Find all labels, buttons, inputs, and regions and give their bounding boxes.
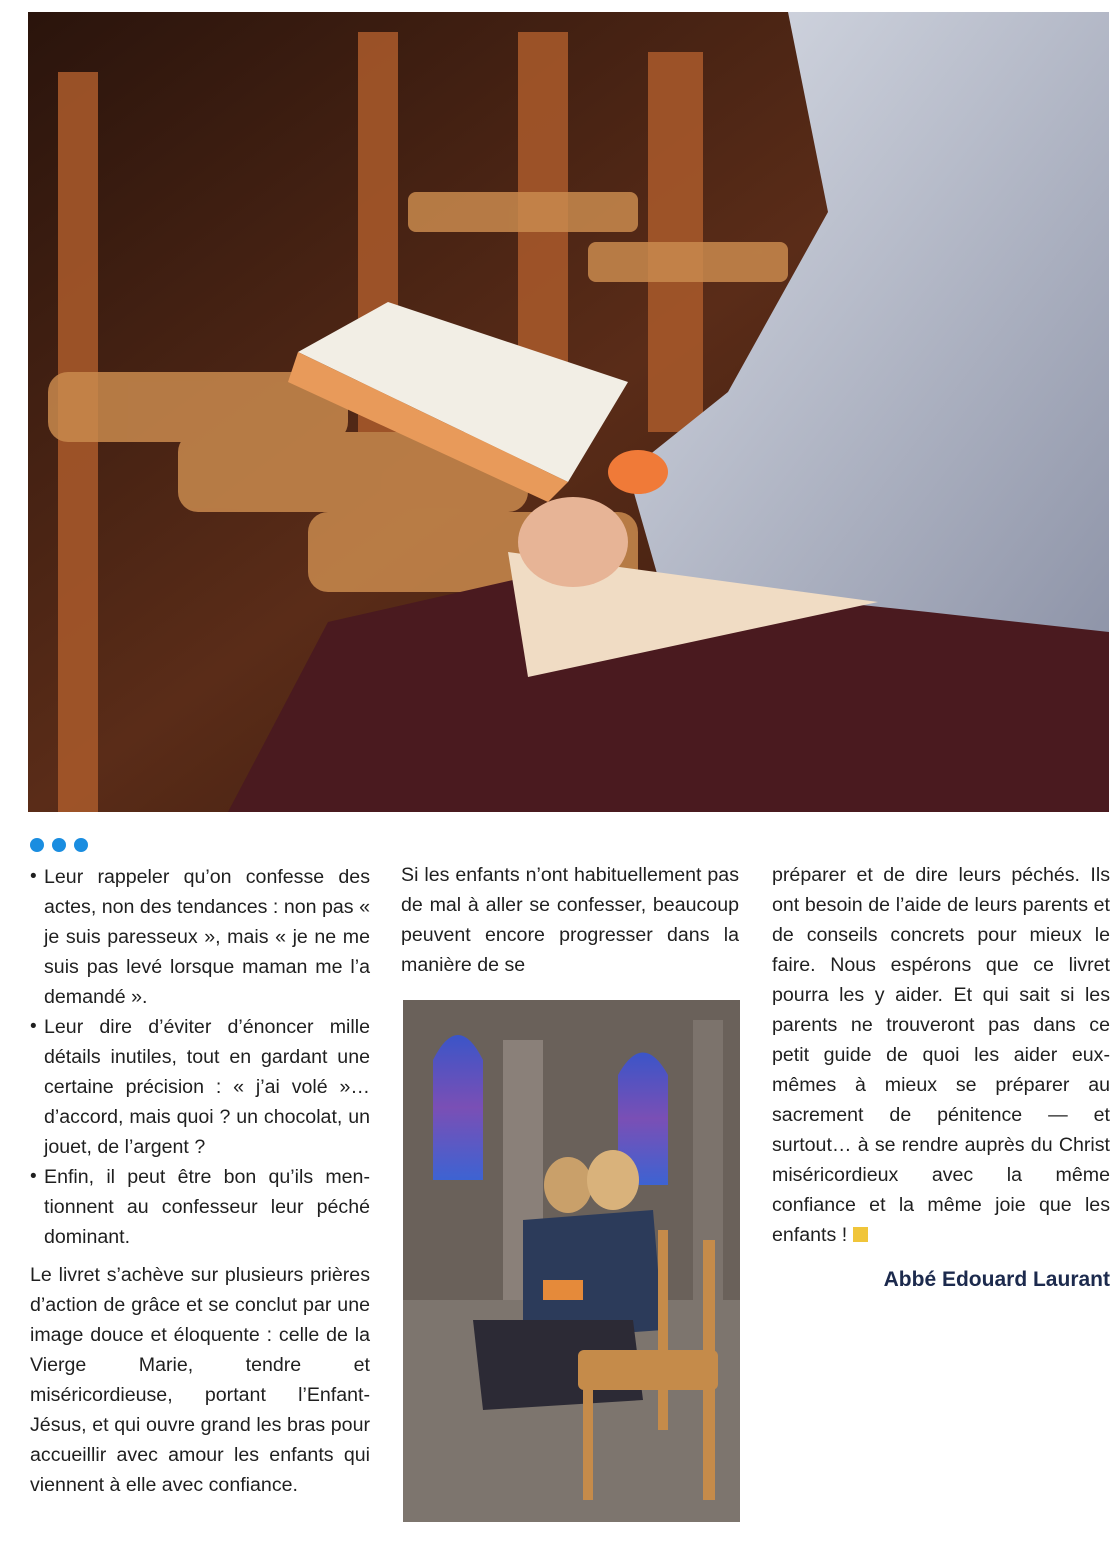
end-mark-icon [853, 1227, 868, 1242]
column-2 [401, 860, 739, 980]
paragraph-text: préparer et de dire leurs péchés. Ils ont besoin de l’aide de leurs parents et de conseils concrets pour mieux le faire. Nous espérons que ce livret pourra les y aider. Et qui sait si les parents ne trouveront pas dans ce petit guide de quoi les aider eux-mêmes à mieux se préparer au sacrement de pénitence — et surtout… à se rendre auprès du Christ miséricordieux avec la même confiance et la même joie que les enfants ! [772, 864, 1110, 1246]
tips-list [30, 862, 370, 1252]
author-signature: Abbé Edouard Laurant [883, 1268, 1110, 1291]
top-photo [28, 12, 1109, 812]
paragraph: Si les enfants n’ont habituellement pas de mal à aller se confesser, beaucoup peuvent encore progresser dans la manière de se [401, 864, 739, 976]
list-item: • Leur rappeler qu’on confesse des actes, non des tendances : non pas « je suis paresseux », mais « je ne me suis pas levé lorsque maman me l’a demandé ». [30, 862, 370, 1012]
column-3 [772, 860, 1110, 1250]
list-item: • Enfin, il peut être bon qu’ils mentionnent au confesseur leur péché dominant. [30, 1162, 370, 1252]
dot [30, 838, 44, 852]
paragraph [772, 860, 1110, 1250]
church-photo [403, 1000, 740, 1522]
column-1 [30, 862, 370, 1500]
dot [52, 838, 66, 852]
list-item: • Leur dire d’éviter d’énoncer mille détails inutiles, tout en gardant une certaine précision : « j’ai volé »… d’accord, mais quoi ? un chocolat, un jouet, de l’argent ? [30, 1012, 370, 1162]
section-dots [30, 838, 88, 852]
dot [74, 838, 88, 852]
paragraph: Le livret s’achève sur plusieurs prières d’action de grâce et se conclut par une image douce et éloquente : celle de la Vierge Marie, tendre et miséricordieuse, portant l’Enfant-Jésus, et qui ouvre grand les bras pour accueillir avec amour les enfants qui viennent à elle avec confiance. [30, 1264, 370, 1496]
